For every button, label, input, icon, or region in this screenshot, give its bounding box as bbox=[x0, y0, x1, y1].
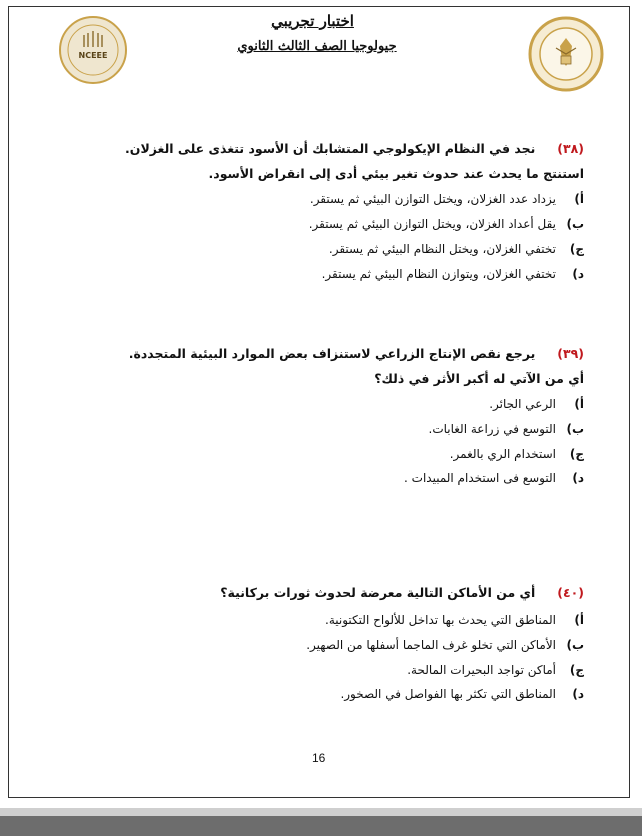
option-letter: ب) bbox=[566, 217, 584, 231]
option-d[interactable] bbox=[404, 470, 584, 486]
option-text: التوسع في زراعة الغابات. bbox=[428, 422, 556, 436]
question-text: يرجع نقص الإنتاج الزراعي لاستنزاف بعض الموارد البيئية المتجددة. bbox=[128, 346, 536, 361]
question-39-prompt: أي من الآتي له أكبر الأثر في ذلك؟ bbox=[374, 371, 584, 386]
page-number: 16 bbox=[312, 751, 326, 765]
option-text: تختفي الغزلان، ويتوازن النظام البيئي ثم يستقر. bbox=[321, 267, 556, 281]
option-b[interactable] bbox=[309, 216, 584, 232]
exam-title: اختبار تجريبي bbox=[271, 12, 354, 30]
bottom-edge-light bbox=[0, 808, 642, 816]
nceee-logo bbox=[58, 15, 128, 85]
option-text: يزداد عدد الغزلان، ويختل التوازن البيئي ثم يستقر. bbox=[309, 192, 556, 206]
option-letter: أ) bbox=[574, 613, 584, 627]
question-38-prompt: استنتج ما يحدث عند حدوث تغير بيئي أدى إلى انقراض الأسود. bbox=[208, 166, 584, 181]
option-b[interactable] bbox=[429, 421, 585, 437]
option-letter: ج) bbox=[569, 242, 584, 256]
option-letter: ب) bbox=[566, 422, 584, 436]
option-text: التوسع فى استخدام المبيدات . bbox=[404, 471, 556, 485]
option-a[interactable] bbox=[310, 191, 584, 207]
question-number: (٣٨) bbox=[557, 141, 584, 156]
option-d[interactable] bbox=[340, 686, 584, 702]
exam-subtitle: جيولوجيا الصف الثالث الثانوي bbox=[237, 39, 397, 54]
question-text: نجد في النظام الإيكولوجي المتشابك أن الأسود تتغذى على الغزلان. bbox=[125, 141, 536, 156]
option-letter: د) bbox=[572, 471, 584, 485]
ministry-seal-logo bbox=[528, 16, 604, 92]
question-number: (٤٠) bbox=[557, 585, 584, 600]
question-40-stem bbox=[220, 585, 584, 601]
option-text: استخدام الري بالغمر. bbox=[449, 447, 556, 461]
option-text: الرعي الجائر. bbox=[489, 397, 556, 411]
option-letter: د) bbox=[572, 267, 584, 281]
option-text: تختفي الغزلان، ويختل النظام البيئي ثم يستقر. bbox=[328, 242, 556, 256]
option-letter: د) bbox=[572, 687, 584, 701]
option-c[interactable] bbox=[329, 241, 584, 257]
question-number: (٣٩) bbox=[557, 346, 584, 361]
option-letter: ج) bbox=[569, 447, 584, 461]
option-c[interactable] bbox=[407, 662, 584, 678]
bottom-edge-band bbox=[0, 816, 642, 836]
option-a[interactable] bbox=[489, 396, 584, 412]
option-a[interactable] bbox=[325, 612, 584, 628]
option-text: المناطق التي يحدث بها تداخل للألواح التكتونية. bbox=[325, 613, 556, 627]
option-text: الأماكن التي تخلو غرف الماجما أسفلها من الصهير. bbox=[306, 638, 556, 652]
svg-text:NCEEE: NCEEE bbox=[78, 51, 108, 60]
option-text: أماكن تواجد البحيرات المالحة. bbox=[407, 663, 556, 677]
option-letter: أ) bbox=[574, 192, 584, 206]
question-38-stem bbox=[125, 141, 584, 157]
option-c[interactable] bbox=[450, 446, 584, 462]
question-text: أي من الأماكن التالية معرضة لحدوث ثورات بركانية؟ bbox=[220, 585, 536, 600]
option-text: المناطق التي تكثر بها الفواصل في الصخور. bbox=[340, 687, 556, 701]
option-letter: ج) bbox=[569, 663, 584, 677]
option-letter: أ) bbox=[574, 397, 584, 411]
option-b[interactable] bbox=[306, 637, 584, 653]
question-39-stem bbox=[129, 346, 584, 362]
option-letter: ب) bbox=[566, 638, 584, 652]
option-text: يقل أعداد الغزلان، ويختل التوازن البيئي ثم يستقر. bbox=[308, 217, 556, 231]
option-d[interactable] bbox=[322, 266, 584, 282]
